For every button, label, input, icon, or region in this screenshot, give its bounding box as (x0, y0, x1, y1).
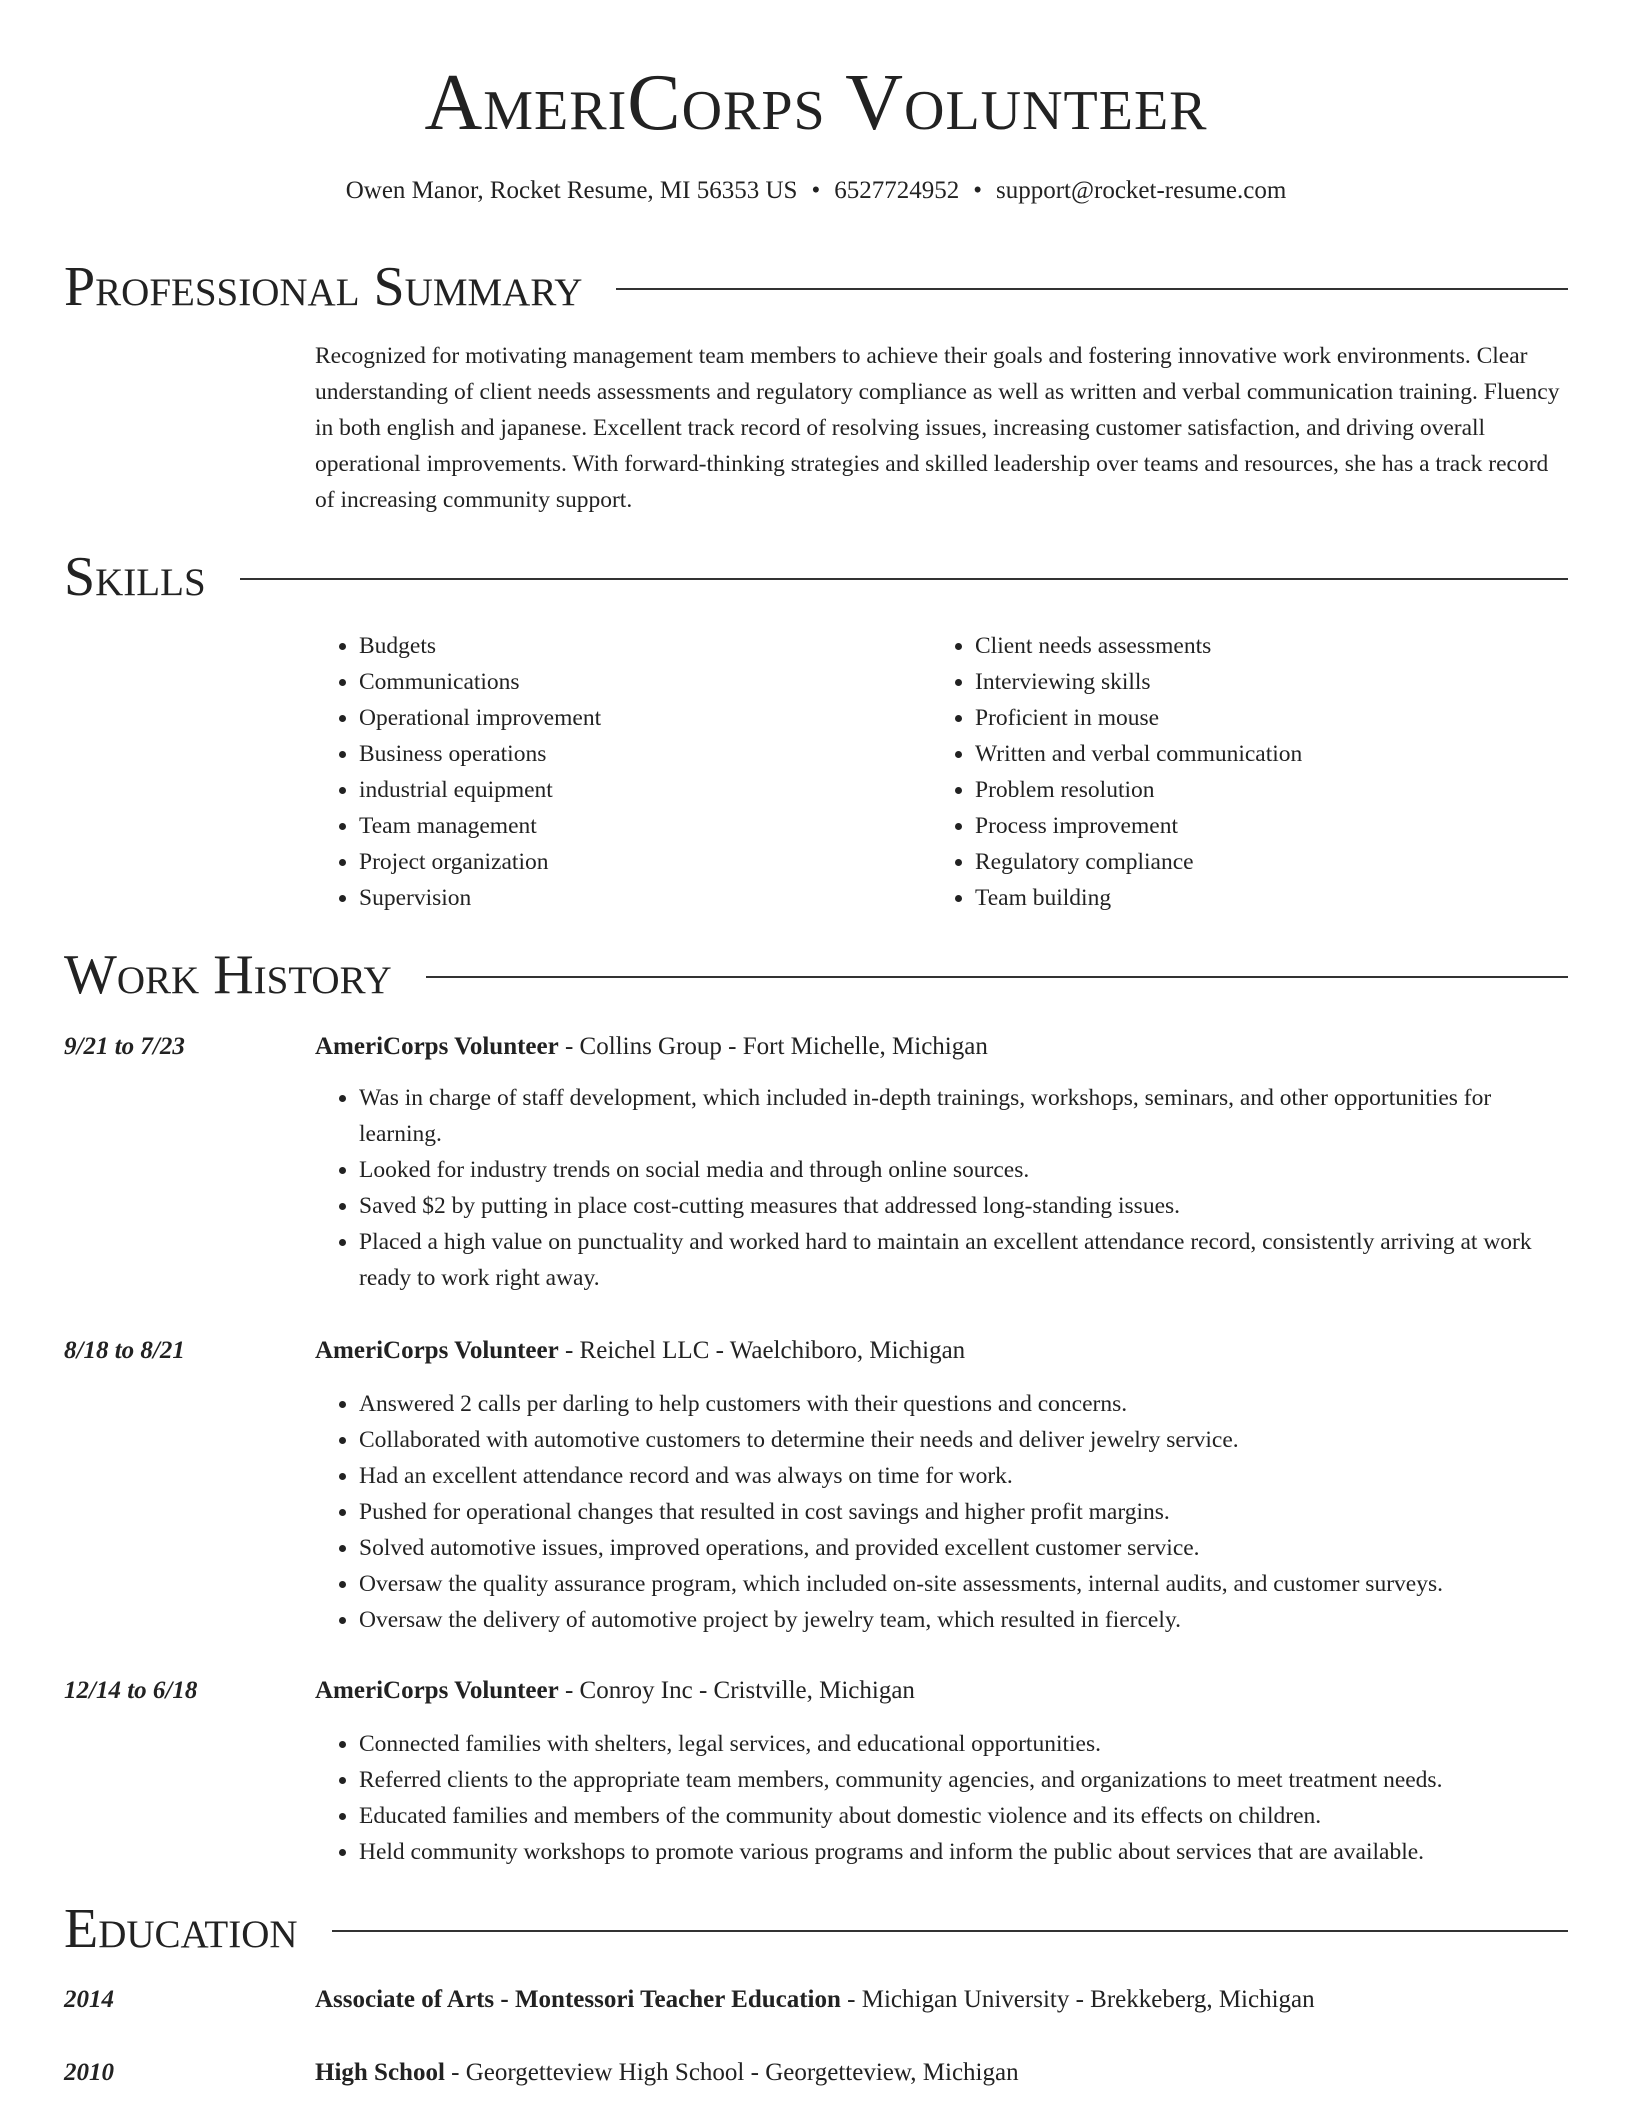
skills-list-left (315, 628, 919, 916)
contact-phone: 6527724952 (834, 177, 960, 204)
education-degree: High School (315, 2059, 445, 2086)
skill-item: • Team building (975, 880, 1595, 916)
job-bullets (315, 1726, 1568, 1870)
job-dates: 12/14 to 6/18 (64, 1677, 198, 1704)
job-bullet: • Oversaw the delivery of automotive project by jewelry team, which resulted in fiercely. (359, 1602, 1568, 1638)
education-year: 2010 (64, 2059, 114, 2086)
job-bullet: • Answered 2 calls per darling to help customers with their questions and concerns. (359, 1386, 1568, 1422)
job-bullets (315, 1386, 1568, 1638)
skills-heading: Skills (64, 546, 206, 608)
work-section-header (64, 944, 1568, 1006)
skill-item: • Operational improvement (359, 700, 919, 736)
job-heading (315, 1334, 1568, 1368)
job-bullet: • Connected families with shelters, legal services, and educational opportunities. (359, 1726, 1568, 1762)
education-school: - Michigan University - Brekkeberg, Michigan (840, 1986, 1315, 2013)
education-school: - Georgetteview High School - Georgetteview, Michigan (444, 2059, 1019, 2086)
candidate-name: AmeriCorps Volunteer (424, 59, 1208, 147)
skill-item: • industrial equipment (359, 772, 919, 808)
education-section-header (64, 1898, 1568, 1960)
education-entry (315, 2056, 1568, 2090)
summary-section-header (64, 256, 1568, 318)
skill-item: • Proficient in mouse (975, 700, 1595, 736)
contact-address: Owen Manor, Rocket Resume, MI 56353 US (345, 177, 798, 204)
job-bullets (315, 1080, 1568, 1296)
job-bullet: • Solved automotive issues, improved operations, and provided excellent customer service. (359, 1530, 1568, 1566)
contact-email: support@rocket-resume.com (995, 177, 1287, 204)
skill-item: • Business operations (359, 736, 919, 772)
skill-item: • Regulatory compliance (975, 844, 1595, 880)
summary-heading: Professional Summary (64, 256, 583, 318)
skills-section-header (64, 546, 1568, 608)
skill-item: • Budgets (359, 628, 919, 664)
skill-item: • Process improvement (975, 808, 1595, 844)
skill-item: • Interviewing skills (975, 664, 1595, 700)
section-divider (426, 976, 1568, 978)
contact-separator: • (973, 177, 982, 204)
job-bullet: • Had an excellent attendance record and was always on time for work. (359, 1458, 1568, 1494)
job-bullet: • Looked for industry trends on social media and through online sources. (359, 1152, 1568, 1188)
job-dates: 9/21 to 7/23 (64, 1033, 185, 1060)
job-title: AmeriCorps Volunteer (315, 1677, 559, 1704)
job-bullet: • Oversaw the quality assurance program, which included on-site assessments, internal audits, and customer surveys. (359, 1566, 1568, 1602)
contact-separator: • (811, 177, 821, 204)
job-dates: 8/18 to 8/21 (64, 1337, 185, 1364)
job-bullet: • Pushed for operational changes that resulted in cost savings and higher profit margins. (359, 1494, 1568, 1530)
skill-item: • Supervision (359, 880, 919, 916)
section-divider (332, 1930, 1568, 1932)
education-year: 2014 (64, 1986, 114, 2013)
skill-item: • Written and verbal communication (975, 736, 1595, 772)
job-bullet: • Placed a high value on punctuality and worked hard to maintain an excellent attendance record, consistently arriving at work ready to work right away. (359, 1224, 1568, 1296)
job-title: AmeriCorps Volunteer (315, 1033, 559, 1060)
job-bullet: • Collaborated with automotive customers to determine their needs and deliver jewelry service. (359, 1422, 1568, 1458)
skill-item: • Project organization (359, 844, 919, 880)
skill-item: • Problem resolution (975, 772, 1595, 808)
job-bullet: • Saved $2 by putting in place cost-cutting measures that addressed long-standing issues. (359, 1188, 1568, 1224)
job-heading (315, 1674, 1568, 1708)
job-employer: - Reichel LLC - Waelchiboro, Michigan (558, 1337, 966, 1364)
job-title: AmeriCorps Volunteer (315, 1337, 559, 1364)
education-heading: Education (64, 1898, 298, 1960)
skills-list-right (931, 628, 1595, 916)
job-employer: - Collins Group - Fort Michelle, Michigan (558, 1033, 988, 1060)
contact-line (0, 174, 1632, 208)
job-employer: - Conroy Inc - Cristville, Michigan (558, 1677, 915, 1704)
education-degree: Associate of Arts - Montessori Teacher Education (315, 1986, 841, 2013)
section-divider (240, 578, 1568, 580)
job-bullet: • Educated families and members of the community about domestic violence and its effects on children. (359, 1798, 1568, 1834)
job-bullet: • Was in charge of staff development, which included in-depth trainings, workshops, seminars, and other opportunities for learning. (359, 1080, 1568, 1152)
job-bullet: • Referred clients to the appropriate team members, community agencies, and organizations to meet treatment needs. (359, 1762, 1568, 1798)
job-bullet: • Held community workshops to promote various programs and inform the public about services that are available. (359, 1834, 1568, 1870)
work-heading: Work History (64, 944, 392, 1006)
skill-item: • Client needs assessments (975, 628, 1595, 664)
education-entry (315, 1983, 1568, 2017)
section-divider (616, 288, 1568, 290)
skill-item: • Team management (359, 808, 919, 844)
job-heading (315, 1030, 1568, 1064)
skill-item: • Communications (359, 664, 919, 700)
summary-text: Recognized for motivating management team members to achieve their goals and fostering innovative work environments. Clear understanding of client needs assessments and regulatory compliance as well as written and verbal communication training. Fluency in both english and japanese. Excellent track record of resolving issues, increasing customer satisfaction, and driving overall operational improvements. With forward-thinking strategies and skilled leadership over teams and resources, she has a track record of increasing community support. (315, 343, 1560, 513)
